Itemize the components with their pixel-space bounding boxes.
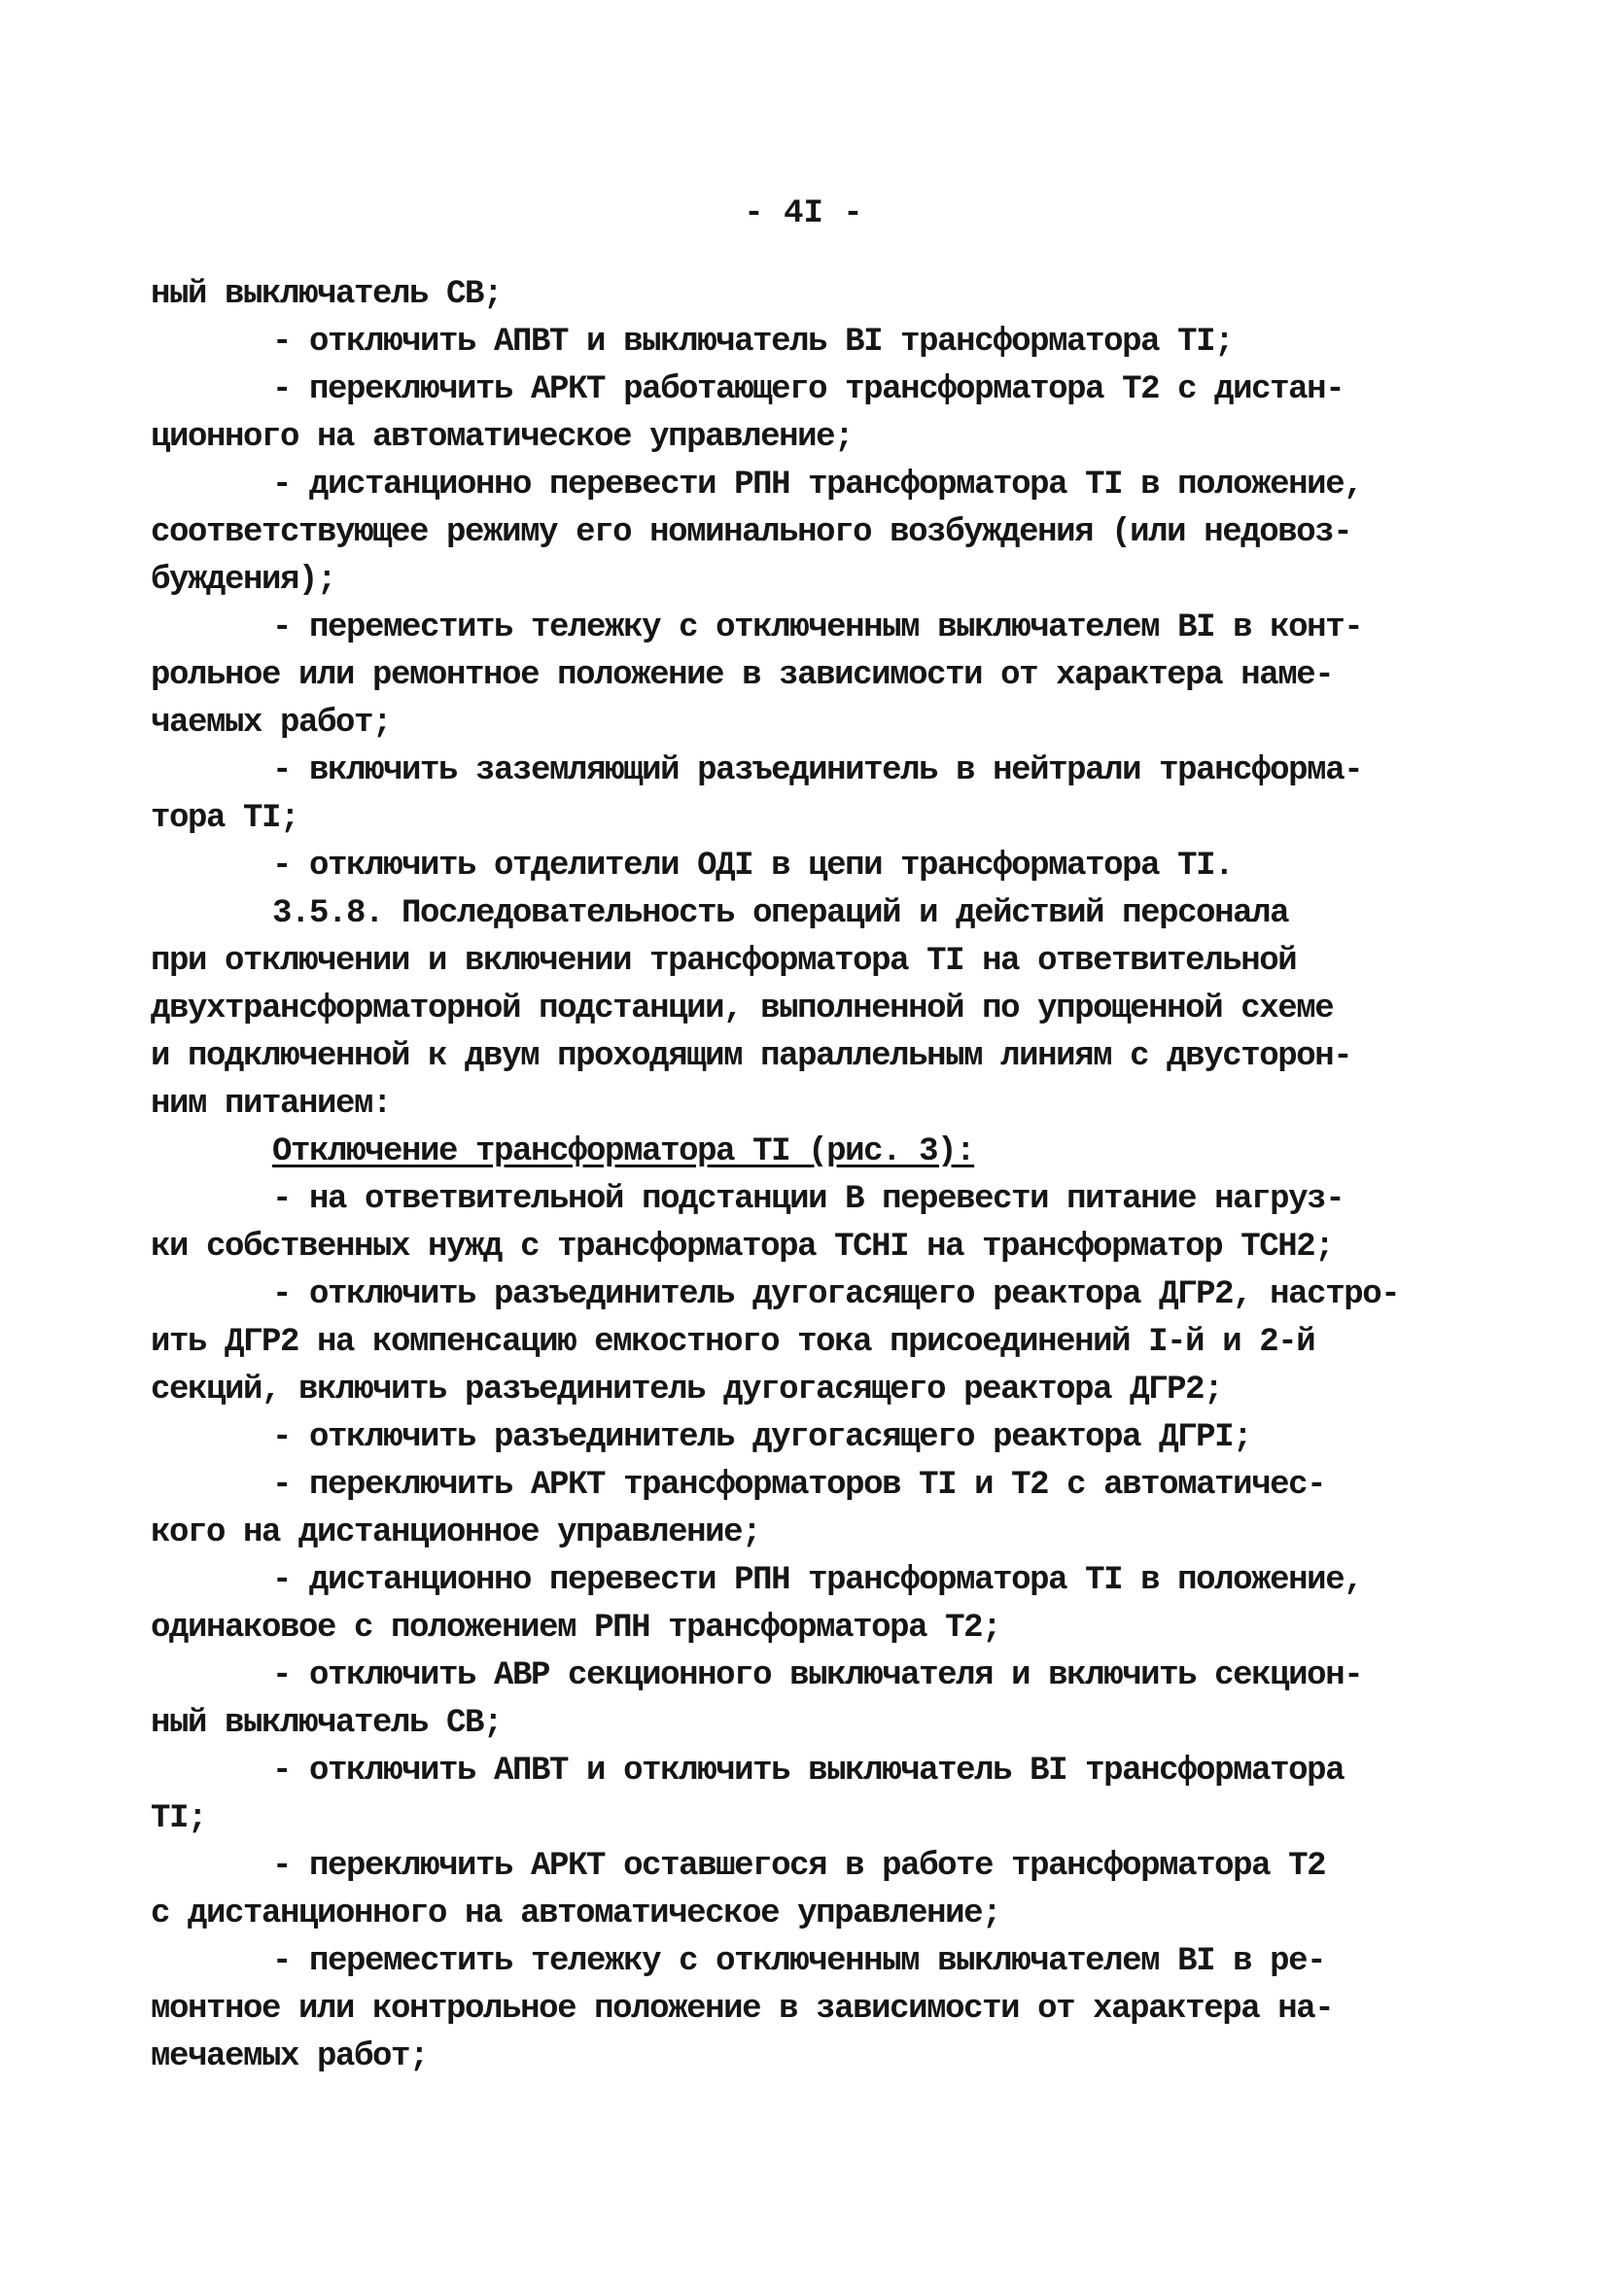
text-line: мечаемых работ; (151, 2038, 429, 2075)
list-item-text: - отключить разъединитель дугогасящего реактора ДГР2, настро- (272, 1276, 1400, 1313)
list-item-text: - отключить АПВТ и выключатель ВI трансформатора ТI; (272, 324, 1234, 361)
text-line: ки собственных нужд с трансформатора ТСНI на трансформатор ТСН2; (151, 1229, 1334, 1266)
text-line: ить ДГР2 на компенсацию емкостного тока присоединений I-й и 2-й (151, 1324, 1315, 1361)
list-item-text: - отключить АВР секционного выключателя и включить секцион- (272, 1657, 1363, 1694)
list-item-text: - отключить разъединитель дугогасящего реактора ДГРI; (272, 1419, 1252, 1456)
text-line: одинаковое с положением РПН трансформатора Т2; (151, 1610, 1001, 1647)
text-line: монтное или контрольное положение в зависимости от характера на- (151, 1991, 1334, 2028)
list-item-text: - отключить отделители ОДI в цепи трансформатора ТI. (272, 848, 1234, 885)
text-line: двухтрансформаторной подстанции, выполненной по упрощенной схеме (151, 991, 1334, 1027)
list-item-text: - переместить тележку с отключенным выключателем ВI в конт- (272, 609, 1363, 646)
text-line: тора ТI; (151, 800, 299, 837)
subheading-text: Отключение трансформатора ТI (рис. 3): (272, 1133, 975, 1170)
text-line: кого на дистанционное управление; (151, 1514, 761, 1551)
subheading-underlined (151, 1129, 1502, 1176)
list-item-text: - переместить тележку с отключенным выключателем ВI в ре- (272, 1943, 1326, 1980)
text-line: ный выключатель СВ; (151, 276, 503, 313)
list-item-text: - переключить АРКТ работающего трансформатора Т2 с дистан- (272, 371, 1345, 408)
list-item-text: - переключить АРКТ трансформаторов ТI и Т2 с автоматичес- (272, 1467, 1326, 1504)
text-line: ТI; (151, 1800, 207, 1837)
text-line: и подключенной к двум проходящим параллельным линиям с двусторон- (151, 1038, 1352, 1075)
list-item-text: - включить заземляющий разъединитель в нейтрали трансформа- (272, 752, 1363, 789)
text-line: чаемых работ; (151, 705, 392, 742)
list-item-text: - на ответвительной подстанции В перевести питание нагруз- (272, 1181, 1345, 1218)
page-number: - 4I - (744, 195, 863, 232)
text-line: ный выключатель СВ; (151, 1705, 503, 1742)
text-line: рольное или ремонтное положение в зависимости от характера наме- (151, 657, 1334, 694)
text-line: ним питанием: (151, 1086, 392, 1123)
text-line: буждения); (151, 562, 336, 599)
list-item-text: - отключить АПВТ и отключить выключатель ВI трансформатора (272, 1753, 1345, 1790)
text-line: с дистанционного на автоматическое управление; (151, 1896, 1001, 1932)
section-paragraph-start: 3.5.8. Последовательность операций и действий персонала (272, 895, 1289, 932)
text-line: ционного на автоматическое управление; (151, 419, 854, 456)
list-item-text: - дистанционно перевести РПН трансформатора ТI в положение, (272, 1562, 1363, 1599)
list-item-text: - переключить АРКТ оставшегося в работе трансформатора Т2 (272, 1848, 1326, 1885)
text-line: соответствующее режиму его номинального возбуждения (или недовоз- (151, 514, 1352, 551)
body-text (151, 271, 1502, 2081)
text-line: при отключении и включении трансформатора ТI на ответвительной (151, 943, 1297, 980)
text-line: секций, включить разъединитель дугогасящего реактора ДГР2; (151, 1372, 1223, 1409)
list-item-text: - дистанционно перевести РПН трансформатора ТI в положение, (272, 467, 1363, 504)
